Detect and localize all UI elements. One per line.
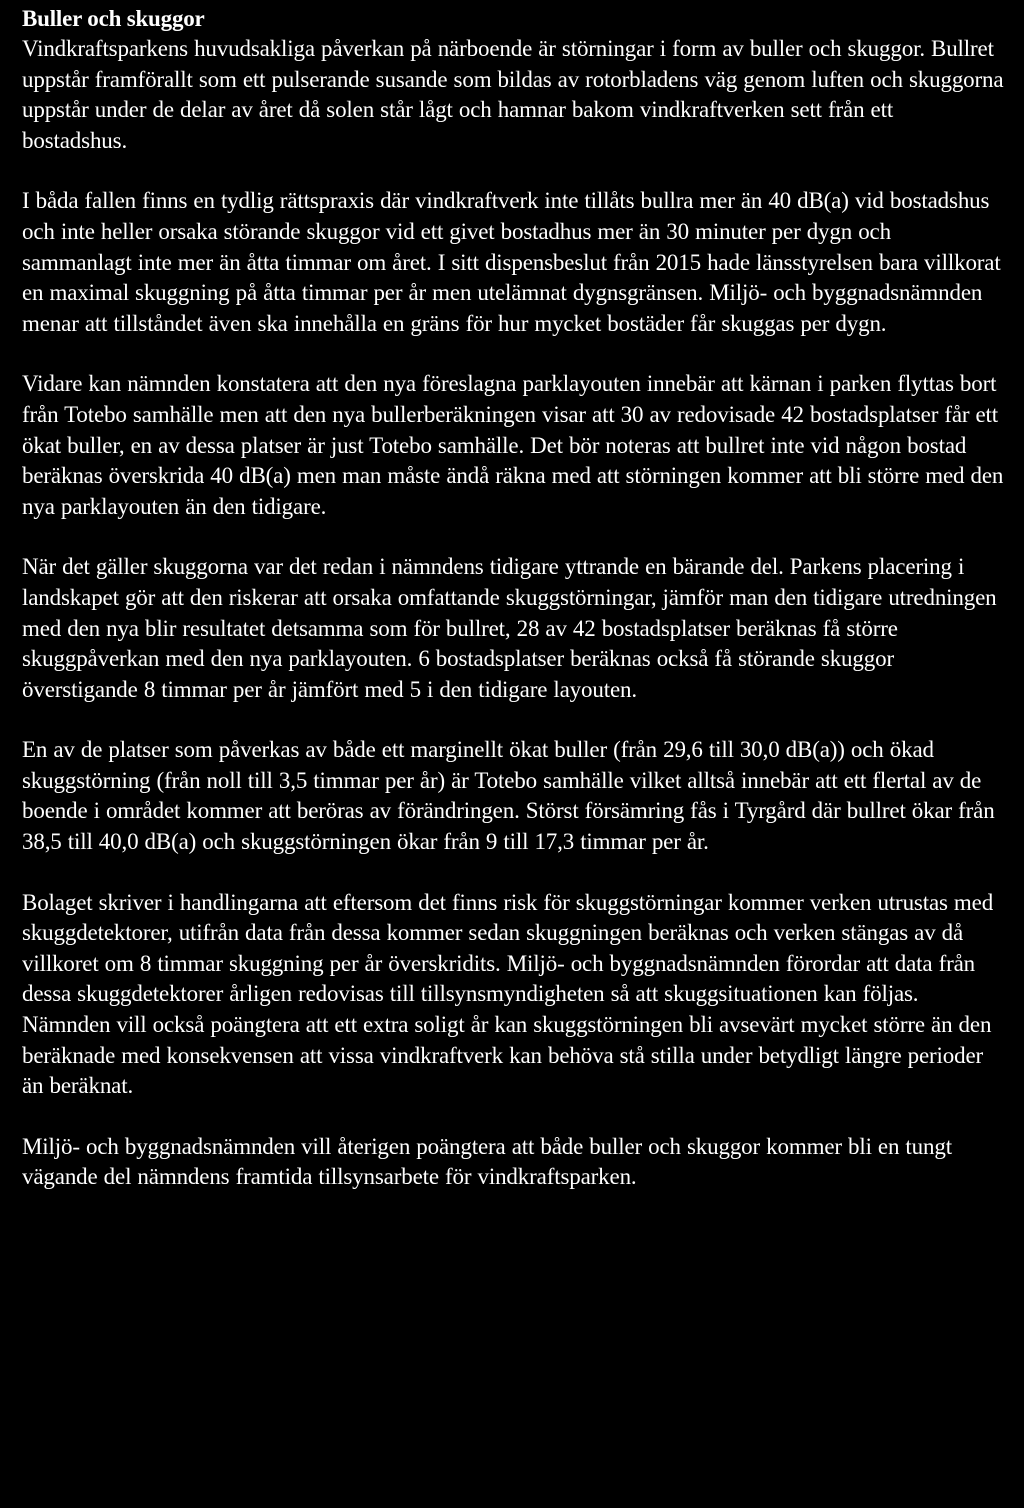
paragraph-shadow-impact: När det gäller skuggorna var det redan i nämndens tidigare yttrande en bärande del. Parkens placering i landskapet gör att den riskerar att orsaka omfattande skuggstörningar, jämför man den tidigare utredningen med den nya blir resultatet detsamma som för bullret, 28 av 42 bostadsplatser beräknas få större skuggpåverkan med den nya parklayouten. 6 bostadsplatser beräknas också få störande skuggor överstigande 8 timmar per år jämfört med 5 i den tidigare layouten. [22, 554, 997, 702]
paragraph-noise-layout: Vidare kan nämnden konstatera att den nya föreslagna parklayouten innebär att kärnan i parken flyttas bort från Totebo samhälle men att den nya bullerberäkningen visar att 30 av redovisade 42 bostadsplatser får ett ökat buller, en av dessa platser är just Totebo samhälle. Det bör noteras att bullret inte vid någon bostad beräknas överskrida 40 dB(a) men man måste ändå räkna med att störningen kommer att bli större med den nya parklayouten än den tidigare. [22, 371, 1004, 519]
paragraph-shadow-detectors: Bolaget skriver i handlingarna att eftersom det finns risk för skuggstörningar kommer verken utrustas med skuggdetektorer, utifrån data från dessa kommer sedan skuggningen beräknas och verken stängas av då villkoret om 8 timmar skuggning per år överskridits. Miljö- och byggnadsnämnden förordar att data från dessa skuggdetektorer årligen redovisas till tillsynsmyndigheten så att skuggsituationen kan följas. Nämnden vill också poängtera att ett extra soligt år kan skuggstörningen bli avsevärt mycket större än den beräknade med konsekvensen att vissa vindkraftverk kan behöva stå stilla under betydligt längre perioder än beräknat. [22, 889, 994, 1099]
paragraph-affected-sites: En av de platser som påverkas av både ett marginellt ökat buller (från 29,6 till 30,0 dB(a)) och ökad skuggstörning (från noll till 3,5 timmar per år) är Totebo samhälle vilket alltså innebär att ett flertal av de boende i området kommer att beröras av förändringen. Störst försämring fås i Tyrgård där bullret ökar från 38,5 till 40,0 dB(a) och skuggstörningen ökar från 9 till 17,3 timmar per år. [22, 737, 995, 855]
paragraph-conclusion: Miljö- och byggnadsnämnden vill återigen poängtera att både buller och skuggor kommer bli en tungt vägande del nämndens framtida tillsynsarbete för vindkraftsparken. [22, 1133, 952, 1190]
section-heading: Buller och skuggor [22, 6, 205, 31]
paragraph-legal-practice: I båda fallen finns en tydlig rättspraxis där vindkraftverk inte tillåts bullra mer än 40 dB(a) vid bostadshus och inte heller orsaka störande skuggor vid ett givet bostadhus mer än 30 minuter per dygn och sammanlagt inte mer än åtta timmar om året. I sitt dispensbeslut från 2015 hade länsstyrelsen bara villkorat en maximal skuggning på åtta timmar per år men utelämnat dygnsgränsen. Miljö- och byggnadsnämnden menar att tillståndet även ska innehålla en gräns för hur mycket bostäder får skuggas per dygn. [22, 188, 1001, 336]
paragraph-impact-overview: Vindkraftsparkens huvudsakliga påverkan på närboende är störningar i form av buller och skuggor. Bullret uppstår framförallt som ett pulserande susande som bildas av rotorbladens väg genom luften och skuggorna uppstår under de delar av året då solen står lågt och hamnar bakom vindkraftverken sett från ett bostadshus. [22, 36, 1004, 153]
